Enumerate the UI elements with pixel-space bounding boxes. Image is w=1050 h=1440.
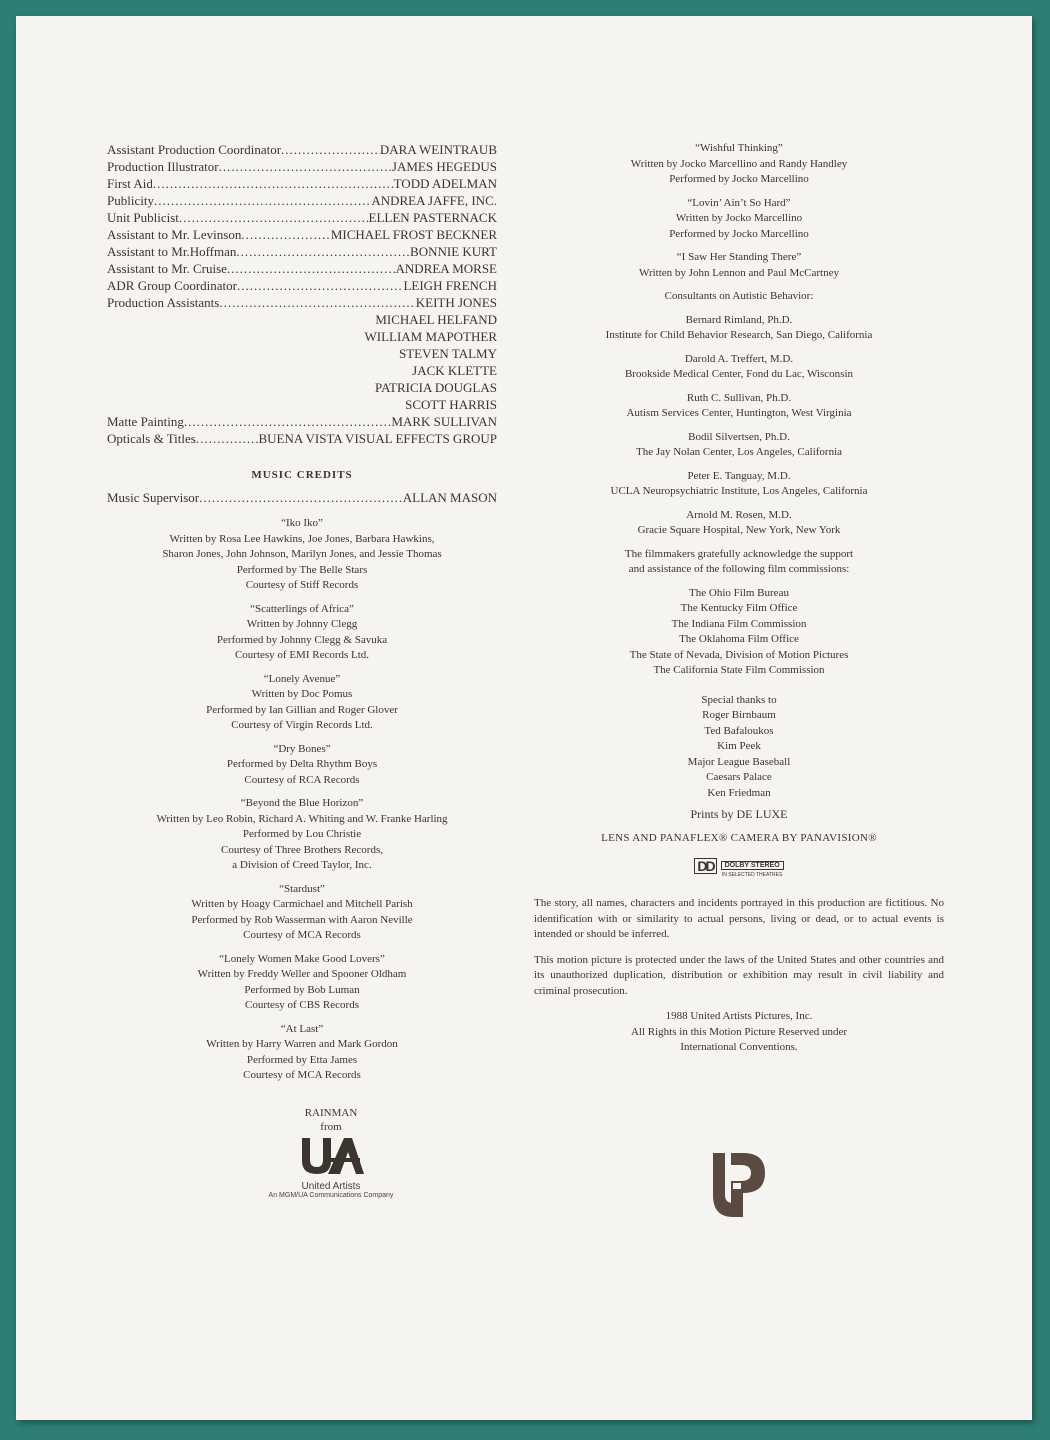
dolby-logo	[534, 854, 944, 878]
credit-row	[107, 141, 497, 158]
song-credit	[107, 1022, 497, 1084]
credit-row	[107, 277, 497, 294]
song-credit-line: Written by Johnny Clegg	[246, 618, 358, 630]
uip-logo-icon	[711, 1151, 767, 1221]
legal-protection: This motion picture is protected under the laws of the United States and other countries and its unauthorized duplication, distribution or exhibition may result in civil liability and criminal prosecution.	[534, 953, 944, 997]
credit-row	[107, 226, 497, 243]
prints-credit: Prints by DE LUXE	[690, 807, 788, 821]
song-credit-line: Courtesy of RCA Records	[244, 773, 360, 786]
credit-name: WILLIAM MAPOTHER	[364, 329, 497, 344]
song-credit-title: “Iko Iko”	[281, 517, 323, 529]
crew-credits	[107, 141, 497, 447]
credit-row	[107, 243, 497, 260]
song-credit	[107, 516, 497, 594]
film-commission: The Ohio Film Bureau	[689, 586, 789, 599]
commissions-intro: The filmmakers gratefully acknowledge the support and assistance of the following film commissions:	[624, 547, 854, 575]
credit-name: JACK KLETTE	[412, 363, 497, 378]
credit-row	[107, 430, 497, 447]
song-list	[107, 516, 497, 1084]
credit-row	[107, 192, 497, 209]
film-title: RAINMAN	[304, 1107, 358, 1119]
lens-credit: LENS AND PANAFLEX® CAMERA BY PANAVISION®	[601, 831, 877, 844]
consultant-line: UCLA Neuropsychiatric Institute, Los Angeles, California	[610, 485, 868, 497]
credit-row	[107, 260, 497, 277]
song-credit-line: Courtesy of EMI Records Ltd.	[234, 649, 370, 661]
credit-name: BUENA VISTA VISUAL EFFECTS GROUP	[258, 431, 497, 446]
right-column	[534, 141, 944, 1056]
credit-row	[107, 294, 497, 311]
song-credit-line: Courtesy of Stiff Records	[245, 579, 359, 591]
credit-role: Matte Painting	[107, 414, 184, 429]
song-credit-line: Courtesy of MCA Records	[243, 929, 361, 941]
credit-name: BONNIE KURT	[410, 244, 497, 259]
credit-name: MICHAEL FROST BECKNER	[330, 227, 497, 242]
thanks-line: Special thanks to	[701, 693, 777, 706]
film-commission: The State of Nevada, Division of Motion Pictures	[629, 648, 849, 661]
left-column	[107, 141, 497, 1092]
dolby-label: DOLBY STEREO	[721, 861, 784, 870]
song-credit-line: Written by Rosa Lee Hawkins, Joe Jones, Barbara Hawkins,	[169, 532, 435, 545]
song-credit-line: a Division of Creed Taylor, Inc.	[232, 859, 372, 871]
studio-subtitle: An MGM/UA Communications Company	[268, 1192, 394, 1199]
credit-role: Production Illustrator	[107, 159, 219, 174]
song-credit-line: Sharon Jones, John Johnson, Marilyn Jones, and Jessie Thomas	[162, 548, 442, 560]
credit-role: First Aid	[107, 176, 153, 191]
song-list-right	[534, 141, 944, 281]
from-label: from	[320, 1121, 342, 1133]
song-credit-line: Written by Jocko Marcellino and Randy Handley	[630, 157, 848, 170]
credit-name: LEIGH FRENCH	[403, 278, 497, 293]
dolby-icon: DD	[694, 858, 716, 874]
ua-logo-icon	[296, 1136, 366, 1176]
song-credit-title: “Stardust”	[279, 882, 325, 895]
thanks-line: Kim Peek	[717, 740, 761, 752]
consultants-list	[534, 313, 944, 539]
song-credit-line: Performed by Bob Luman	[244, 983, 360, 996]
thanks-line: Ted Bafaloukos	[704, 724, 774, 737]
song-credit-line: Written by Doc Pomus	[251, 688, 353, 700]
song-credit-title: “Lonely Women Make Good Lovers”	[219, 952, 385, 965]
credit-role: Music Supervisor	[107, 490, 200, 505]
song-credit	[107, 672, 497, 734]
credit-role: ADR Group Coordinator	[107, 278, 237, 293]
song-credit-line: Courtesy of CBS Records	[245, 999, 359, 1011]
consultant	[534, 469, 944, 500]
song-credit-line: Performed by Lou Christie	[242, 828, 362, 840]
film-commission: The California State Film Commission	[653, 664, 825, 676]
music-credits-heading: MUSIC CREDITS	[251, 469, 353, 481]
credit-name: KEITH JONES	[415, 295, 497, 310]
song-credit	[107, 742, 497, 789]
song-credit-line: Performed by Jocko Marcellino	[669, 227, 809, 240]
credit-role: Assistant to Mr. Cruise	[107, 261, 227, 276]
credit-role: Publicity	[107, 193, 154, 208]
song-credit-line: Performed by Ian Gillian and Roger Glover	[206, 703, 398, 716]
thanks-line: Caesars Palace	[706, 771, 772, 783]
special-thanks	[534, 693, 944, 802]
song-credit	[534, 196, 944, 243]
thanks-line: Ken Friedman	[707, 786, 771, 799]
song-credit-line: Performed by Delta Rhythm Boys	[226, 758, 378, 770]
song-credit-line: Written by Freddy Weller and Spooner Oldham	[197, 968, 407, 980]
song-credit-line: Performed by Etta James	[246, 1053, 358, 1066]
consultant	[534, 352, 944, 383]
credits-sheet	[16, 16, 1032, 1420]
credit-role: Assistant to Mr. Levinson	[107, 227, 242, 242]
dolby-sub: IN SELECTED THEATRES	[721, 872, 783, 878]
credit-name: MARK SULLIVAN	[391, 414, 497, 429]
credit-name: MICHAEL HELFAND	[375, 312, 497, 327]
credit-role: Unit Publicist	[107, 210, 179, 225]
song-credit-line: Courtesy of MCA Records	[243, 1069, 361, 1081]
united-artists-block	[241, 1106, 421, 1199]
consultant	[534, 391, 944, 422]
credit-row	[107, 413, 497, 430]
credit-row	[107, 158, 497, 175]
credit-role: Assistant to Mr.Hoffman	[107, 244, 237, 259]
credit-row	[107, 175, 497, 192]
consultant-title: Bodil Silvertsen, Ph.D.	[688, 430, 790, 443]
song-credit	[534, 141, 944, 188]
credit-name: ANDREA MORSE	[395, 261, 497, 276]
song-credit-line: Written by Leo Robin, Richard A. Whiting and W. Franke Harling	[156, 812, 448, 825]
song-credit-line: Written by Harry Warren and Mark Gordon	[206, 1038, 398, 1050]
song-credit-line: Written by Jocko Marcellino	[675, 212, 803, 224]
song-credit	[107, 602, 497, 664]
studio-name: United Artists	[301, 1181, 361, 1192]
consultants-heading: Consultants on Autistic Behavior:	[664, 290, 814, 302]
credit-name: JAMES HEGEDUS	[391, 159, 497, 174]
legal-notices	[534, 896, 944, 1056]
song-credit-line: Written by John Lennon and Paul McCartney	[639, 266, 839, 279]
credit-name: PATRICIA DOUGLAS	[375, 380, 497, 395]
song-credit	[534, 250, 944, 281]
consultant-line: Brookside Medical Center, Fond du Lac, Wisconsin	[624, 368, 854, 380]
credit-name: STEVEN TALMY	[398, 346, 497, 361]
consultant-title: Arnold M. Rosen, M.D.	[686, 508, 792, 521]
credit-name: SCOTT HARRIS	[405, 397, 497, 412]
song-credit-title: “Beyond the Blue Horizon”	[240, 797, 364, 809]
song-credit-line: Performed by Rob Wasserman with Aaron Neville	[191, 913, 413, 926]
film-commission: The Indiana Film Commission	[671, 617, 807, 630]
song-credit-line: Written by Hoagy Carmichael and Mitchell Parish	[191, 898, 413, 910]
music-supervisor-row	[107, 489, 497, 506]
consultant-line: The Jay Nolan Center, Los Angeles, California	[635, 446, 843, 458]
consultant-line: Autism Services Center, Huntington, West Virginia	[626, 407, 852, 419]
credit-name: DARA WEINTRAUB	[379, 142, 497, 157]
film-commission: The Oklahoma Film Office	[679, 633, 799, 645]
consultant-title: Darold A. Treffert, M.D.	[684, 352, 794, 365]
song-credit	[107, 882, 497, 944]
consultant-title: Peter E. Tanguay, M.D.	[687, 469, 791, 482]
film-commission: The Kentucky Film Office	[680, 602, 798, 614]
credit-name: ANDREA JAFFE, INC.	[371, 193, 497, 208]
song-credit-title: “I Saw Her Standing There”	[676, 251, 802, 263]
legal-disclaimer: The story, all names, characters and incidents portrayed in this production are fictitious. No identification with or similarity to actual persons, living or dead, or to actual events is intended or should be inferred.	[534, 897, 944, 940]
thanks-line: Major League Baseball	[687, 755, 791, 768]
song-credit-line: Performed by Jocko Marcellino	[669, 173, 809, 185]
song-credit-title: “Wishful Thinking”	[695, 142, 783, 154]
credit-role: Opticals & Titles	[107, 431, 196, 446]
consultant	[534, 430, 944, 461]
thanks-line: Roger Birnbaum	[702, 709, 776, 721]
copyright-line: 1988 United Artists Pictures, Inc.	[665, 1010, 813, 1022]
song-credit-title: “At Last”	[280, 1022, 324, 1035]
song-credit	[107, 796, 497, 874]
consultant	[534, 313, 944, 344]
song-credit-line: Performed by Johnny Clegg & Savuka	[216, 633, 388, 646]
consultant	[534, 508, 944, 539]
consultant-line: Gracie Square Hospital, New York, New York	[637, 524, 841, 536]
consultant-title: Ruth C. Sullivan, Ph.D.	[686, 391, 792, 404]
credit-name: ALLAN MASON	[402, 490, 497, 505]
song-credit-title: “Lovin’ Ain’t So Hard”	[687, 196, 791, 209]
song-credit-line: Courtesy of Three Brothers Records,	[220, 843, 383, 856]
credit-name: TODD ADELMAN	[393, 176, 497, 191]
credit-name: ELLEN PASTERNACK	[368, 210, 497, 225]
credit-row	[107, 209, 497, 226]
song-credit-title: “Lonely Avenue”	[263, 672, 341, 685]
commissions-list	[534, 586, 944, 679]
copyright-line: International Conventions.	[680, 1041, 798, 1053]
consultant-line: Institute for Child Behavior Research, San Diego, California	[605, 329, 873, 341]
song-credit-title: “Dry Bones”	[273, 742, 331, 755]
song-credit-line: Performed by The Belle Stars	[236, 563, 368, 576]
copyright-line: All Rights in this Motion Picture Reserved under	[630, 1025, 847, 1038]
song-credit	[107, 952, 497, 1014]
credit-role: Assistant Production Coordinator	[107, 142, 282, 157]
consultant-title: Bernard Rimland, Ph.D.	[685, 313, 793, 326]
song-credit-title: “Scatterlings of Africa”	[250, 602, 354, 615]
song-credit-line: Courtesy of Virgin Records Ltd.	[231, 719, 373, 731]
credit-role: Production Assistants	[107, 295, 220, 310]
